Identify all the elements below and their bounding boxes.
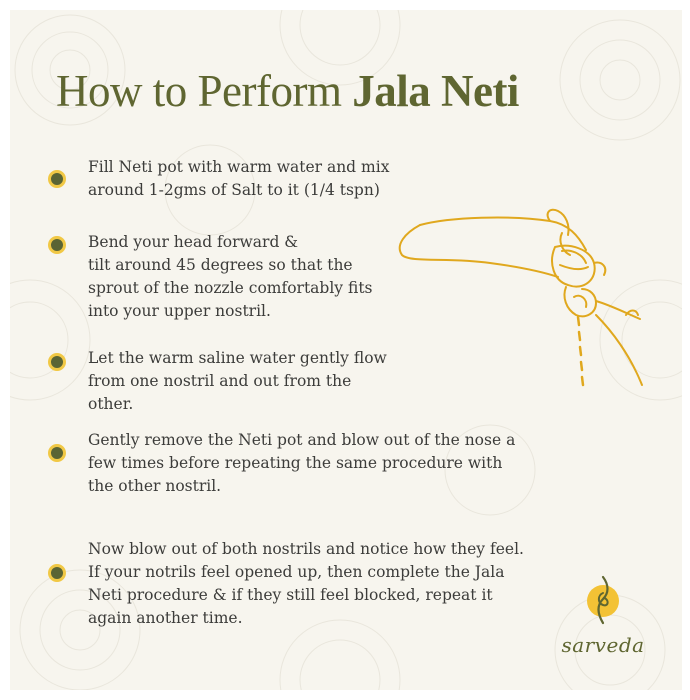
step-text: Bend your head forward & tilt around 45 degrees so that the sprout of the nozzle comfortably fits into your upper nostril. [88,233,373,320]
step-text: Let the warm saline water gently flow from one nostril and out from the other. [88,349,387,413]
brand-logo [538,575,668,657]
bullet-icon [48,444,66,462]
neti-pot-illustration [390,205,660,405]
bullet-icon [48,353,66,371]
bullet-icon [48,236,66,254]
step-4 [48,429,515,498]
infographic-card [10,10,682,690]
title-prefix: How to Perform [56,66,353,116]
step-5 [48,538,524,630]
page-title [56,65,519,117]
brand-name: sarveda [561,633,645,657]
bullet-icon [48,170,66,188]
step-text: Now blow out of both nostrils and notice how they feel. If your notrils feel opened up, then complete the Jala Neti procedure & if they still feel blocked, repeat it again another time. [88,540,524,627]
step-2 [48,231,373,323]
sarveda-logo-icon [583,575,623,625]
step-text: Fill Neti pot with warm water and mix around 1-2gms of Salt to it (1/4 tspn) [88,158,390,199]
title-emphasis: Jala Neti [352,66,519,116]
step-3 [48,347,387,416]
bullet-icon [48,564,66,582]
step-1 [48,156,389,202]
step-text: Gently remove the Neti pot and blow out of the nose a few times before repeating the same procedure with the other nostril. [88,431,516,495]
